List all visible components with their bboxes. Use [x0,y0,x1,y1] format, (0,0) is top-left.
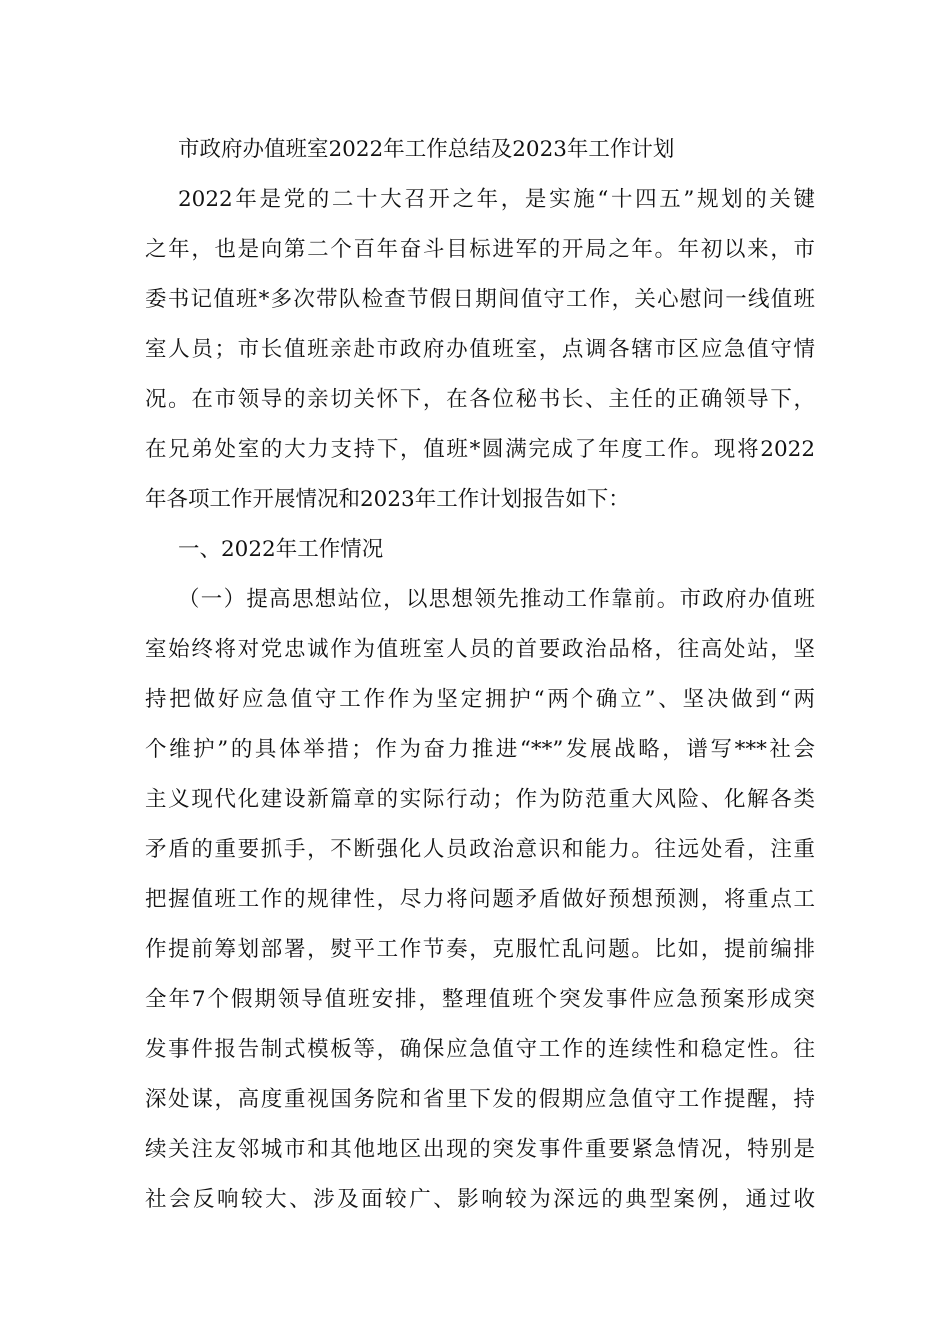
paragraph-2-line-7: 把握值班工作的规律性，尽力将问题矛盾做好预想预测，将重点工 [145,887,815,912]
paragraph-2-line-11: 深处谋，高度重视国务院和省里下发的假期应急值守工作提醒，持 [145,1087,815,1112]
paragraph-2-line-3: 持把做好应急值守工作作为坚定拥护“两个确立”、坚决做到“两 [145,687,815,712]
document-title: 市政府办值班室2022年工作总结及2023年工作计划 [178,137,675,162]
paragraph-2-line-4: 个维护”的具体举措；作为奋力推进“**”发展战略，谱写***社会 [145,737,815,762]
paragraph-2-line-10: 发事件报告制式模板等，确保应急值守工作的连续性和稳定性。往 [145,1037,815,1062]
paragraph-2-line-12: 续关注友邻城市和其他地区出现的突发事件重要紧急情况，特别是 [145,1137,815,1162]
paragraph-2-line-6: 矛盾的重要抓手，不断强化人员政治意识和能力。往远处看，注重 [145,837,815,862]
paragraph-1-line-5: 况。在市领导的亲切关怀下，在各位秘书长、主任的正确领导下， [145,387,815,412]
paragraph-2-line-8: 作提前筹划部署，熨平工作节奏，克服忙乱问题。比如，提前编排 [145,937,815,962]
section-heading: 一、2022年工作情况 [178,537,384,562]
paragraph-2-line-1: （一）提高思想站位，以思想领先推动工作靠前。市政府办值班 [178,587,815,612]
paragraph-2-line-13: 社会反响较大、涉及面较广、影响较为深远的典型案例，通过收 [145,1187,815,1212]
paragraph-2-line-9: 全年7个假期领导值班安排，整理值班个突发事件应急预案形成突 [145,987,815,1012]
paragraph-2-line-2: 室始终将对党忠诚作为值班室人员的首要政治品格，往高处站，坚 [145,637,815,662]
paragraph-1-line-1: 2022年是党的二十大召开之年，是实施“十四五”规划的关键 [178,187,815,212]
paragraph-1-line-7: 年各项工作开展情况和2023年工作计划报告如下： [145,487,630,512]
paragraph-1-line-6: 在兄弟处室的大力支持下，值班*圆满完成了年度工作。现将2022 [145,437,815,462]
paragraph-1-line-3: 委书记值班*多次带队检查节假日期间值守工作，关心慰问一线值班 [145,287,815,312]
paragraph-1-line-4: 室人员；市长值班亲赴市政府办值班室，点调各辖市区应急值守情 [145,337,815,362]
paragraph-2-line-5: 主义现代化建设新篇章的实际行动；作为防范重大风险、化解各类 [145,787,815,812]
paragraph-1-line-2: 之年，也是向第二个百年奋斗目标进军的开局之年。年初以来，市 [145,237,815,262]
